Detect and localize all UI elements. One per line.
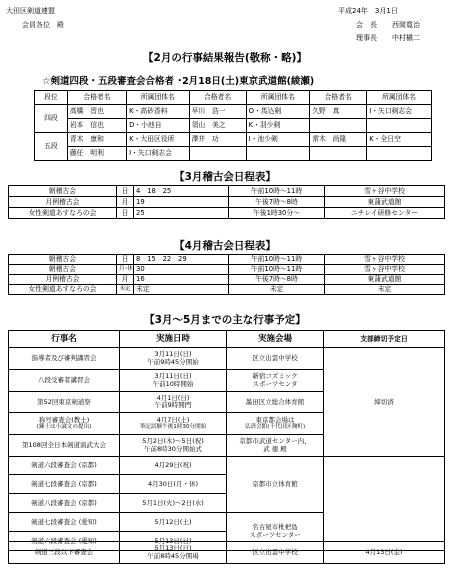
table-cell: 雪ヶ谷中学校: [325, 265, 445, 275]
table-cell: K・大田区役所: [127, 133, 190, 147]
table-cell: 早川 浩一: [189, 105, 246, 119]
event-date: [120, 542, 227, 564]
table-cell: 8 15 22 29: [134, 255, 229, 265]
event-date: [120, 413, 227, 435]
director-name: 中村槇二: [392, 34, 420, 42]
event-venue: [227, 370, 324, 392]
event-date: [120, 435, 227, 457]
col-header: 所属団体名: [246, 91, 310, 105]
table-cell: 未定: [229, 285, 325, 295]
venue-line: スポーツセンター: [249, 530, 301, 539]
table-cell: [189, 147, 246, 161]
table-cell: 午前10時～11時: [229, 186, 325, 197]
section4-title: 【3月～5月までの主な行事予定】: [144, 314, 306, 326]
table-cell: 朝稽古会: [9, 255, 117, 265]
table-cell: 朝稽古会: [9, 186, 117, 197]
event-date: 5月12日(土): [120, 513, 227, 532]
table-cell: 午後1時30分～: [229, 208, 325, 219]
event-name: 剣道八段審査会 (京都): [9, 494, 120, 513]
section2-title: 【3月稽古会日程表】: [174, 171, 276, 183]
date-line: 3月11日(日): [154, 372, 192, 381]
table-cell: 午後7時～8時: [229, 197, 325, 208]
table-cell: 月: [117, 197, 134, 208]
table-row: [9, 208, 445, 219]
event-date: 5月13日(日): [120, 532, 227, 551]
table-row: [9, 348, 445, 370]
event-deadline: 4月13日(金): [324, 542, 445, 564]
col-header: 実施日時: [120, 331, 227, 348]
table-cell: 須山 美之: [189, 119, 246, 133]
table-cell: 未定: [134, 285, 229, 295]
venue-line: 武 徳 殿: [263, 444, 287, 453]
table-cell: 雪ヶ谷中学校: [325, 255, 445, 265]
event-name: 剣道六段審査会 (愛知): [9, 532, 120, 551]
table-cell: 未定: [117, 285, 134, 295]
table-cell: K・全日空: [367, 133, 432, 147]
table-cell: ニチレイ研修センター: [325, 208, 445, 219]
section3-title: 【4月稽古会日程表】: [174, 240, 276, 252]
table-cell: 午後7時～8時: [229, 275, 325, 285]
table-header-row: [9, 331, 445, 348]
table-row: [9, 457, 445, 475]
section1-title: 【2月の行事結果報告(敬称・略)】: [143, 52, 307, 64]
venue-line: 弘済会館(千代田区麹町): [244, 424, 306, 431]
table-cell: 朝稽古会: [9, 265, 117, 275]
table-row: [9, 197, 445, 208]
event-deadline: 締切済: [324, 348, 445, 457]
table-cell: 藤任 明利: [67, 147, 126, 161]
table-cell: 常木 尚隆: [310, 133, 367, 147]
venue-line: スポーツセンタ: [252, 379, 298, 388]
venue-line: 新宿コズミック: [252, 372, 298, 381]
event-deadline: [324, 457, 445, 551]
table-cell: 午前10時～11時: [229, 265, 325, 275]
recipients: 会員各位 殿: [22, 21, 64, 29]
table-cell: 澤井 功: [189, 133, 246, 147]
march-schedule-table: [8, 185, 445, 219]
event-name: 剣道三段以下審査会: [9, 542, 120, 564]
venue-line: 京都市武道センター内、: [239, 437, 311, 446]
event-name: 剣道七段審査会 (愛知): [9, 513, 120, 532]
issue-date: 平成24年 3月1日: [338, 7, 398, 15]
event-name: [9, 413, 120, 435]
date-line: 3月11日(日): [154, 350, 192, 359]
event-name: 剣道七段審査会 (京都): [9, 475, 120, 494]
table-header-row: [35, 91, 432, 105]
table-row: [35, 133, 432, 147]
table-cell: [367, 147, 432, 161]
table-row: [35, 147, 432, 161]
table-cell: 日: [117, 186, 134, 197]
event-date: 4月30日(月・休): [120, 475, 227, 494]
table-row: [35, 119, 432, 133]
table-cell: 月例稽古会: [9, 275, 117, 285]
event-line: 称号審査会(教士): [38, 415, 90, 424]
table-row: [9, 285, 445, 295]
table-cell: [367, 119, 432, 133]
table-cell: 久野 真: [310, 105, 367, 119]
col-header: 合格者名: [189, 91, 246, 105]
venue-line: 名古屋市枇杷島: [252, 523, 298, 532]
events-table-last: [8, 541, 445, 564]
table-cell: I・矢口剣志会: [127, 147, 190, 161]
table-cell: D・小池自: [127, 119, 190, 133]
date-line: 4月1日(日): [156, 393, 190, 402]
event-name: 八段受審者講習会: [9, 370, 120, 392]
table-cell: 雪ヶ谷中学校: [325, 186, 445, 197]
col-header: 支部締切予定日: [324, 331, 445, 348]
org-name: 大田区剣道連盟: [6, 7, 55, 15]
table-cell: 月例稽古会: [9, 197, 117, 208]
event-date: [120, 370, 227, 392]
table-cell: 未定: [325, 285, 445, 295]
events-table: [8, 330, 445, 551]
chair-role: 会 長: [356, 21, 377, 29]
date-line: 5月13日(日): [154, 544, 192, 553]
chair-name: 西岡寛治: [392, 21, 420, 29]
event-venue: [227, 435, 324, 457]
table-cell: 午前10時～11時: [229, 255, 325, 265]
rank-cell: 四段: [35, 105, 68, 133]
event-name: 剣道六段審査会 (京都): [9, 457, 120, 475]
table-row: [9, 542, 445, 564]
event-name: 第52回東京剣道祭: [9, 392, 120, 413]
section1-subtitle: ☆剣道四段・五段審査会合格者 ･2月18日(土)東京武道館(綾瀬): [42, 76, 315, 87]
date-line: 午前10時開始: [152, 379, 194, 388]
table-cell: K・高砂香料: [127, 105, 190, 119]
event-venue: 区立出雲中学校: [227, 542, 324, 564]
event-venue: 京都市立体育館: [227, 457, 324, 513]
col-header: 所属団体名: [367, 91, 432, 105]
table-cell: 青木 康和: [67, 133, 126, 147]
table-cell: 日: [117, 255, 134, 265]
table-cell: [246, 147, 310, 161]
april-schedule-table: [8, 254, 445, 295]
table-cell: 19: [134, 197, 229, 208]
col-header: 合格者名: [310, 91, 367, 105]
col-header: 実施会場: [227, 331, 324, 348]
table-cell: 月: [117, 275, 134, 285]
exam-results-table: [34, 90, 432, 161]
table-cell: I・矢口剣志会: [367, 105, 432, 119]
table-cell: 30: [134, 265, 229, 275]
table-row: [9, 265, 445, 275]
col-header: 段位: [35, 91, 68, 105]
table-row: [9, 275, 445, 285]
event-name: 指導者及び審判講習会: [9, 348, 120, 370]
date-line: 筆記試験午後1時30分開始: [139, 424, 207, 431]
table-cell: 25: [134, 208, 229, 219]
event-date: 4月29日(祝): [120, 457, 227, 475]
date-line: 午前9時開門: [154, 401, 192, 409]
date-line: 午前9時45分開始: [147, 357, 199, 366]
table-cell: 女性剣道あすなろの会: [9, 208, 117, 219]
table-cell: 女性剣道あすなろの会: [9, 285, 117, 295]
rank-cell: 五段: [35, 133, 68, 161]
col-header: 所属団体名: [127, 91, 190, 105]
table-row: [35, 105, 432, 119]
table-row: [9, 255, 445, 265]
table-cell: 月･休: [117, 265, 134, 275]
venue-line: 東京都会場は: [255, 415, 295, 424]
event-venue: [227, 413, 324, 435]
director-role: 理事長: [356, 34, 377, 42]
event-venue: 墨田区立総合体育館: [227, 392, 324, 413]
table-cell: O・馬込剣: [246, 105, 310, 119]
table-cell: 東蒲武道館: [325, 275, 445, 285]
event-date: [120, 348, 227, 370]
table-cell: 岩本 信也: [67, 119, 126, 133]
col-header: 合格者名: [67, 91, 126, 105]
table-cell: [310, 147, 367, 161]
table-cell: 東蒲武道館: [325, 197, 445, 208]
event-date: [120, 392, 227, 413]
date-line: 5月2日(木)～5日(祝): [142, 437, 204, 446]
col-header: 行事名: [9, 331, 120, 348]
date-line: 午前8時30分開始式: [144, 444, 202, 453]
table-cell: 4 18 25: [134, 186, 229, 197]
date-line: 4月7日(土): [156, 415, 190, 424]
table-cell: [310, 119, 367, 133]
table-cell: 日: [117, 208, 134, 219]
table-cell: K・羽少剣: [246, 119, 310, 133]
date-line: 午前8時45分開場: [147, 551, 199, 560]
table-row: [9, 186, 445, 197]
event-line: (錬士は小論文の提出): [36, 424, 92, 431]
event-venue: 区立出雲中学校: [227, 348, 324, 370]
event-name: 第108回全日本剣道演武大会: [9, 435, 120, 457]
table-cell: 16: [134, 275, 229, 285]
event-date: 5月1日(火)～2日(水): [120, 494, 227, 513]
table-cell: 高橋 習也: [67, 105, 126, 119]
table-cell: I・池少剣: [246, 133, 310, 147]
